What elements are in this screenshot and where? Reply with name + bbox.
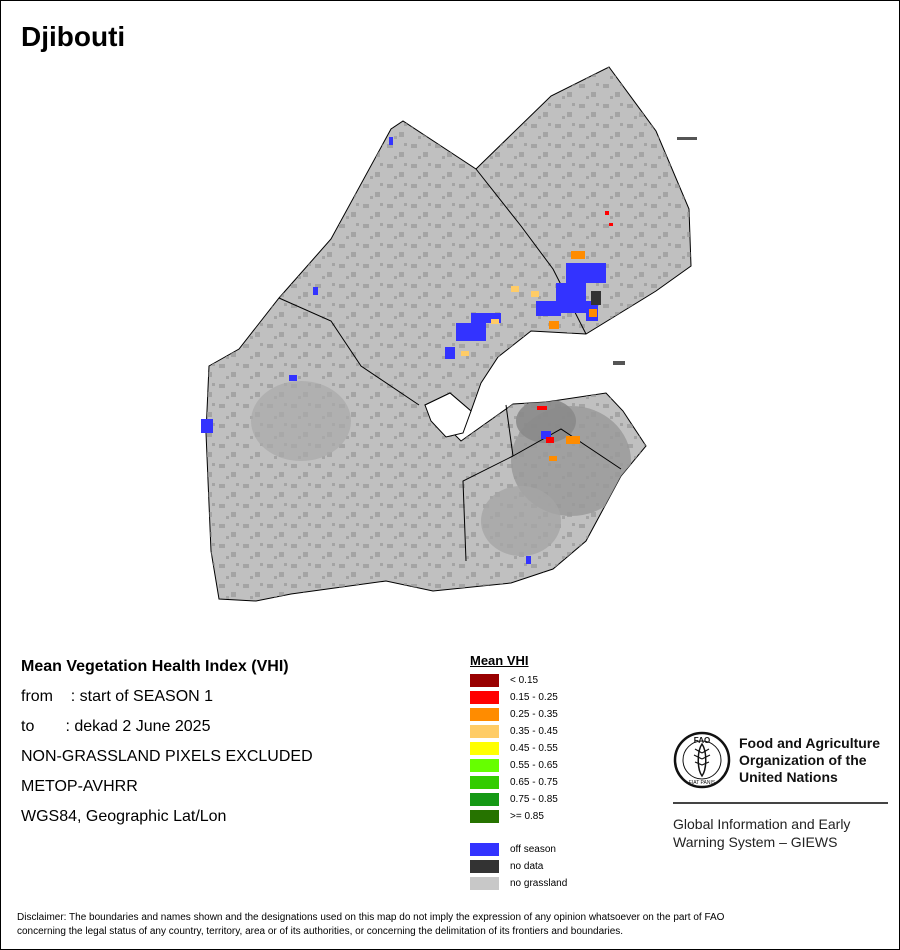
info-from: from : start of SEASON 1 xyxy=(21,688,214,705)
fao-logo-letters: FAO xyxy=(693,736,711,745)
legend-label: 0.55 - 0.65 xyxy=(510,760,558,771)
legend-row xyxy=(470,791,567,808)
fao-name-line: Food and Agriculture xyxy=(739,735,881,751)
giews-line: Warning System – GIEWS xyxy=(673,834,838,850)
legend-swatch xyxy=(470,810,499,823)
legend-swatch xyxy=(470,860,499,873)
legend-row xyxy=(470,706,567,723)
island xyxy=(677,137,697,140)
giews-name xyxy=(673,815,893,851)
legend-label: 0.15 - 0.25 xyxy=(510,692,558,703)
legend-row xyxy=(470,808,567,825)
legend-row xyxy=(470,740,567,757)
info-to: to : dekad 2 June 2025 xyxy=(21,718,211,735)
disclaimer xyxy=(17,911,887,939)
legend-label: 0.25 - 0.35 xyxy=(510,709,558,720)
info-heading: Mean Vegetation Health Index (VHI) xyxy=(21,658,289,675)
legend-swatch xyxy=(470,759,499,772)
island xyxy=(613,361,625,365)
legend-label: >= 0.85 xyxy=(510,811,544,822)
map-title: Djibouti xyxy=(21,21,126,52)
giews-line: Global Information and Early xyxy=(673,816,851,832)
legend-swatch xyxy=(470,691,499,704)
disclaimer-line: Disclaimer: The boundaries and names shown and the designations used on this map do not imply the expression of any opinion whatsoever on the part of FAO xyxy=(17,912,725,923)
legend-swatch xyxy=(470,776,499,789)
legend-label: < 0.15 xyxy=(510,675,539,686)
legend-row xyxy=(470,689,567,706)
non-grassland-texture xyxy=(201,61,701,606)
legend-label: 0.35 - 0.45 xyxy=(510,726,558,737)
legend-row xyxy=(470,841,567,858)
legend-label: no data xyxy=(510,861,544,872)
fao-divider xyxy=(673,802,888,804)
legend-row xyxy=(470,672,567,689)
fao-logo-motto: FIAT PANIS xyxy=(688,780,716,786)
legend-row xyxy=(470,757,567,774)
info-sensor: METOP-AVHRR xyxy=(21,778,138,795)
no-data-pixels xyxy=(591,291,601,305)
legend-swatch xyxy=(470,742,499,755)
legend-label: 0.75 - 0.85 xyxy=(510,794,558,805)
map-info xyxy=(21,657,313,837)
legend-swatch xyxy=(470,843,499,856)
legend-swatch xyxy=(470,725,499,738)
legend-label: 0.65 - 0.75 xyxy=(510,777,558,788)
disclaimer-line: concerning the legal status of any country, territory, area or of its authorities, or concerning the delimitation of its frontiers and boundaries. xyxy=(17,926,624,937)
fao-name-line: Organization of the xyxy=(739,752,867,768)
info-projection: WGS84, Geographic Lat/Lon xyxy=(21,808,227,825)
info-exclusion: NON-GRASSLAND PIXELS EXCLUDED xyxy=(21,748,313,765)
legend-row xyxy=(470,875,567,892)
legend-row xyxy=(470,723,567,740)
legend-other xyxy=(470,841,567,892)
legend-classes xyxy=(470,672,567,825)
legend-swatch xyxy=(470,793,499,806)
legend-swatch xyxy=(470,674,499,687)
legend-label: no grassland xyxy=(510,878,568,889)
legend-swatch xyxy=(470,877,499,890)
legend-swatch xyxy=(470,708,499,721)
legend-row xyxy=(470,774,567,791)
legend-label: 0.45 - 0.55 xyxy=(510,743,558,754)
legend xyxy=(470,653,567,892)
djibouti-map xyxy=(1,1,899,641)
fao-name-line: United Nations xyxy=(739,769,838,785)
fao-organization-name xyxy=(739,735,900,786)
legend-label: off season xyxy=(510,844,556,855)
legend-title: Mean VHI xyxy=(470,653,529,668)
legend-row xyxy=(470,858,567,875)
fao-logo-icon xyxy=(673,731,731,789)
